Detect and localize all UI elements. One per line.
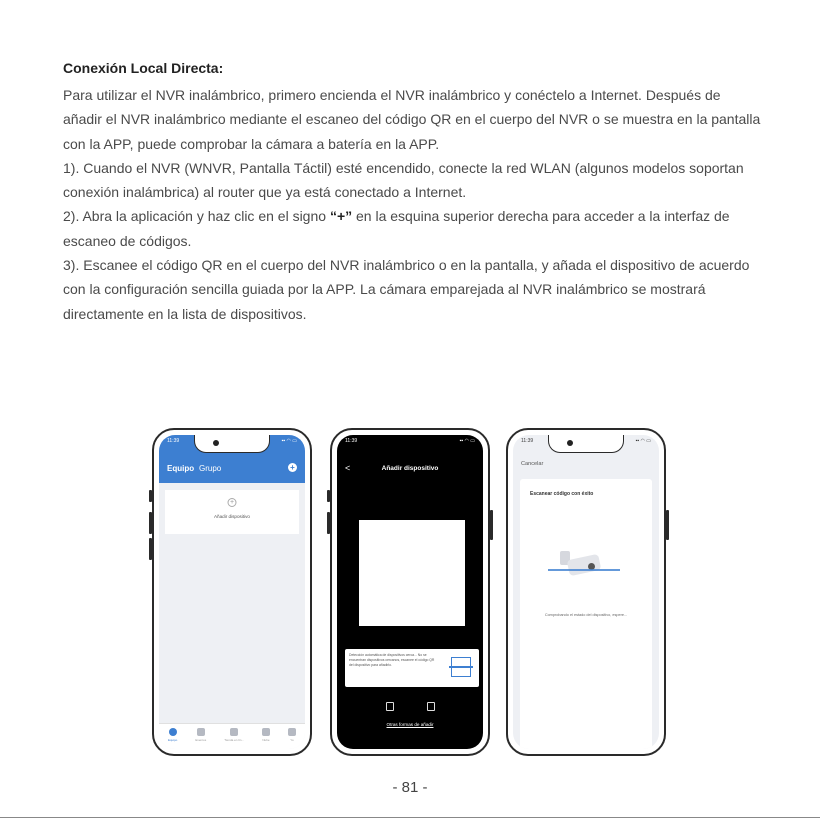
cloud-icon (262, 728, 270, 736)
back-icon[interactable]: < (345, 463, 351, 473)
user-icon (288, 728, 296, 736)
phone-screen (337, 435, 483, 749)
scan-result-card (520, 479, 652, 749)
nav-item-nube[interactable] (262, 728, 270, 749)
step-2-paragraph (63, 204, 763, 253)
step-3-paragraph: 3). Escanee el código QR en el cuerpo del NVR inalámbrico o en la pantalla, y añada el dispositivo de acuerdo con la configuración sencilla guiada por la APP. La cámara emparejada al NVR inalámbrico se mostrará directamente en la lista de dispositivos. (63, 257, 750, 322)
device-icon (169, 728, 177, 736)
phone-notch (372, 435, 448, 453)
status-time: 11:39 (345, 438, 358, 444)
status-icons: ▪▪ ◠ ▭ (281, 438, 297, 444)
status-time: 11:39 (521, 438, 534, 444)
nav-item-tienda[interactable] (224, 728, 244, 749)
nav-label: Yo (290, 738, 294, 742)
phone-side-button (149, 512, 152, 534)
phone-qr-scanner (330, 428, 490, 756)
step-2-text-start: 2). Abra la aplicación y haz clic en el signo (63, 208, 330, 225)
phone-notch (548, 435, 624, 453)
scan-success-title: Escanear código con éxito (530, 491, 594, 497)
nav-label: Equipo (168, 738, 178, 742)
phone-side-button (149, 490, 152, 502)
front-camera (213, 440, 219, 446)
tab-equipo[interactable]: Equipo (167, 464, 195, 473)
phone-side-button (327, 490, 330, 502)
camera-body (567, 554, 602, 576)
cart-icon (230, 728, 238, 736)
add-device-label: Añadir dispositivo (213, 514, 250, 519)
message-icon (197, 728, 205, 736)
nav-item-yo[interactable] (288, 728, 296, 749)
phone-device-list (152, 428, 312, 756)
gallery-icon[interactable] (427, 702, 435, 711)
checking-status-text: Comprobando el estado del dispositivo, espere... (544, 613, 628, 617)
camera-illustration-icon (560, 549, 604, 579)
phone-scan-success (506, 428, 666, 756)
nearby-devices-panel (345, 649, 479, 687)
step-1-paragraph: 1). Cuando el NVR (WNVR, Pantalla Táctil) esté encendido, conecte la red WLAN (algunos modelos soportan conexión inalámbrica) al router que ya está conectado a Internet. (63, 159, 744, 201)
step-2-text-end: en la esquina superior derecha para acceder a la interfaz de escaneo de códigos. (63, 208, 730, 249)
plus-circle-icon: + (228, 498, 237, 507)
nav-item-equipo[interactable] (168, 728, 177, 749)
instructions-text (63, 58, 763, 326)
nav-label: Eventos (195, 738, 207, 742)
cancel-button[interactable]: Cancelar (521, 461, 544, 467)
phone-notch (194, 435, 270, 453)
nav-label: Tienda en lín... (224, 738, 244, 742)
bottom-nav (159, 723, 305, 749)
section-heading: Conexión Local Directa: (63, 60, 224, 76)
screen-title: Añadir dispositivo (381, 465, 439, 472)
status-icons: ▪▪ ◠ ▭ (635, 438, 651, 444)
qr-scan-area (359, 520, 465, 626)
phone-side-button (490, 510, 493, 540)
tab-grupo[interactable]: Grupo (199, 464, 222, 473)
qr-code-icon (451, 657, 471, 677)
add-icon[interactable]: + (288, 463, 297, 472)
nearby-devices-text: Detección automática de dispositivos cerca... No se encuentran dispositivos cercanos, escanee el código QR del dispositivo para añadirlo. (349, 653, 435, 667)
status-icons: ▪▪ ◠ ▭ (459, 438, 475, 444)
phone-side-button (149, 538, 152, 560)
nav-label: Nube (262, 738, 270, 742)
scan-line (548, 569, 620, 571)
nav-item-eventos[interactable] (195, 728, 206, 749)
page-number: - 81 - (392, 779, 428, 796)
other-add-methods-link[interactable]: Otras formas de añadir (386, 722, 434, 727)
intro-paragraph: Para utilizar el NVR inalámbrico, primero encienda el NVR inalámbrico y conéctelo a Internet. Después de añadir el NVR inalámbrico mediante el escaneo del código QR en el cuerpo del NVR o se muestra en la pantalla con la APP, puede comprobar la cámara a batería en la APP. (63, 87, 761, 152)
page-bottom-rule (0, 817, 820, 818)
phone-screen (513, 435, 659, 749)
add-device-card[interactable] (165, 490, 299, 534)
scanner-tools (337, 702, 483, 711)
status-time: 11:39 (167, 438, 180, 444)
front-camera (567, 440, 573, 446)
phone-side-button (666, 510, 669, 540)
phone-side-button (327, 512, 330, 534)
phone-screen (159, 435, 305, 749)
flashlight-icon[interactable] (386, 702, 394, 711)
plus-sign-text: “+” (329, 208, 353, 225)
